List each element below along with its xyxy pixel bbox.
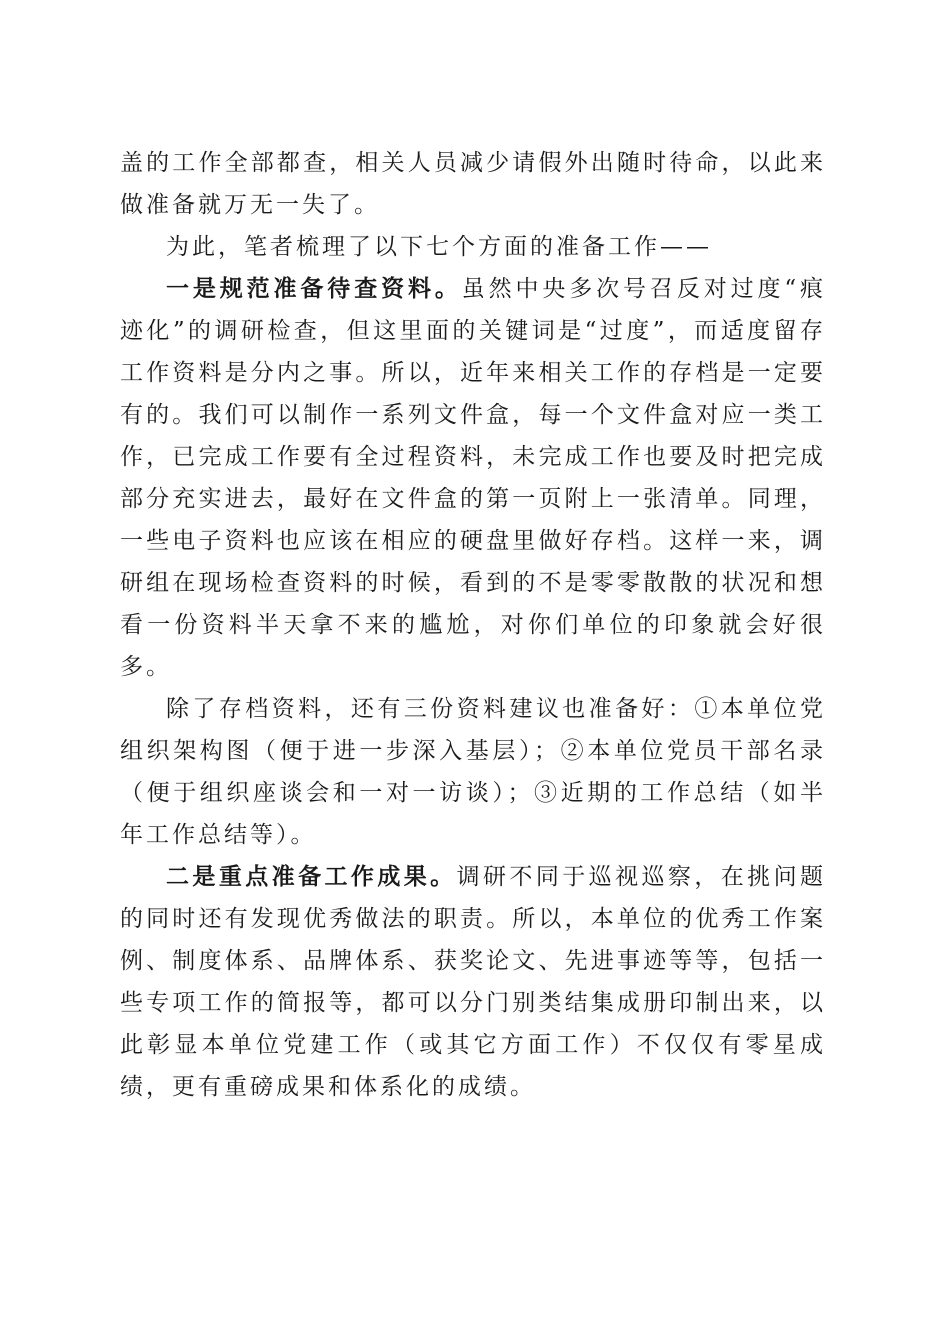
document-body [120,142,826,1108]
paragraph-text: 虽然中央多次号召反对过度“痕迹化”的调研检查，但这里面的关键词是“过度”，而适度留存工作资料是分内之事。所以，近年来相关工作的存档是一定要有的。我们可以制作一系列文件盒，每一个文件盒对应一类工作，已完成工作要有全过程资料，未完成工作也要及时把完成部分充实进去，最好在文件盒的第一页附上一张清单。同理，一些电子资料也应该在相应的硬盘里做好存档。这样一来，调研组在现场检查资料的时候，看到的不是零零散散的状况和想看一份资料半天拿不来的尴尬，对你们单位的印象就会好很多。 [120,276,826,680]
paragraph-lead-heading: 一是规范准备待查资料。 [166,275,462,302]
paragraph-text: 调研不同于巡视巡察，在挑问题的同时还有发现优秀做法的职责。所以，本单位的优秀工作案例、制度体系、品牌体系、获奖论文、先进事迹等等，包括一些专项工作的简报等，都可以分门别类结集成册印制出来，以此彰显本单位党建工作（或其它方面工作）不仅仅有零星成绩，更有重磅成果和体系化的成绩。 [120,864,827,1100]
paragraph-text: 为此，笔者梳理了以下七个方面的准备工作—— [166,234,712,260]
paragraph-lead-heading: 二是重点准备工作成果。 [166,863,457,890]
paragraph-point-two [120,856,826,1108]
paragraph-materials [120,688,826,856]
paragraph-continuation [120,142,826,226]
paragraph-point-one [120,268,826,688]
paragraph-text: 除了存档资料，还有三份资料建议也准备好：①本单位党组织架构图（便于进一步深入基层）；②本单位党员干部名录（便于组织座谈会和一对一访谈）；③近期的工作总结（如半年工作总结等）。 [120,696,826,848]
paragraph-text: 盖的工作全部都查，相关人员减少请假外出随时待命，以此来做准备就万无一失了。 [120,150,826,218]
paragraph-intro [120,226,826,268]
